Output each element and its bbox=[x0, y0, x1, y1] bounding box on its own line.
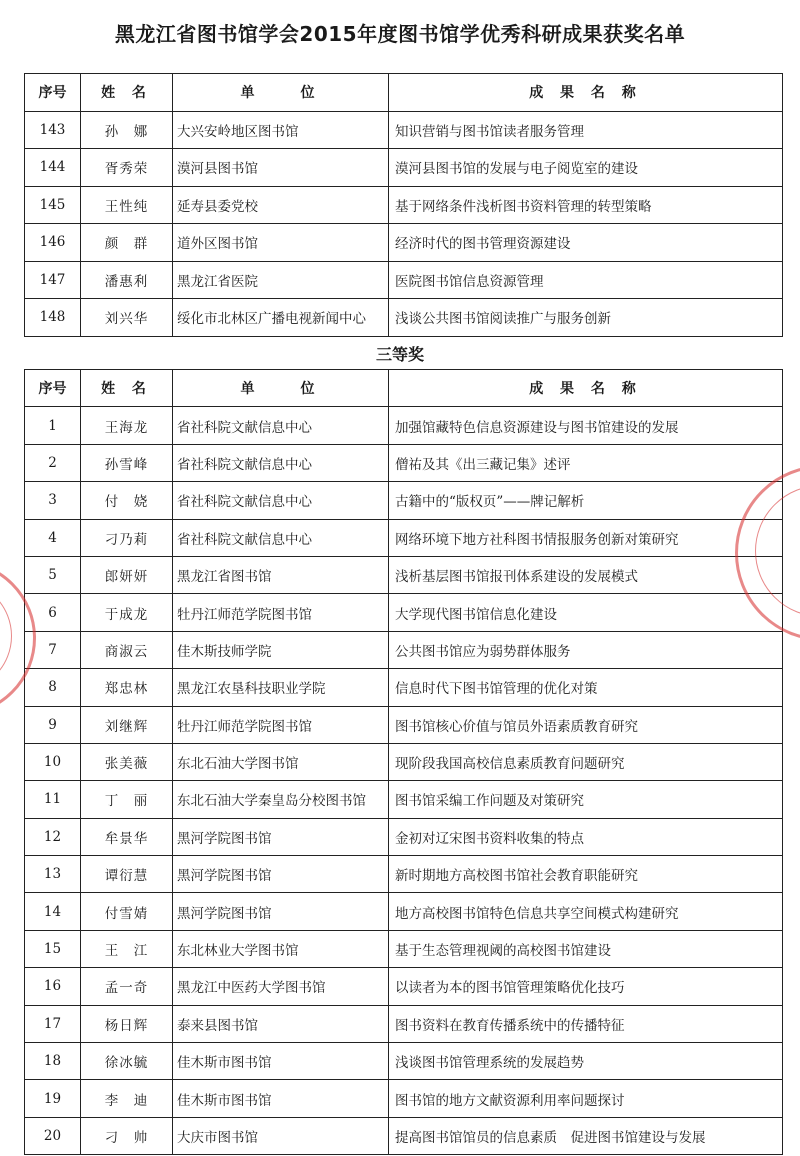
cell-unit: 绥化市北林区广播电视新闻中心 bbox=[173, 299, 389, 337]
cell-no: 8 bbox=[25, 669, 81, 706]
cell-no: 7 bbox=[25, 631, 81, 668]
cell-unit: 黑河学院图书馆 bbox=[173, 856, 389, 893]
cell-no: 147 bbox=[25, 261, 81, 299]
cell-no: 16 bbox=[25, 968, 81, 1005]
header-no: 序号 bbox=[25, 74, 81, 112]
cell-no: 4 bbox=[25, 519, 81, 556]
cell-title: 加强馆藏特色信息资源建设与图书馆建设的发展 bbox=[389, 407, 783, 444]
table-row bbox=[25, 556, 783, 593]
table-row bbox=[25, 149, 783, 187]
cell-name: 张美薇 bbox=[81, 743, 173, 780]
cell-no: 145 bbox=[25, 186, 81, 224]
cell-no: 14 bbox=[25, 893, 81, 930]
cell-name: 丁 丽 bbox=[81, 781, 173, 818]
cell-unit: 延寿县委党校 bbox=[173, 186, 389, 224]
table-row bbox=[25, 1005, 783, 1042]
cell-name: 颜 群 bbox=[81, 224, 173, 262]
cell-no: 148 bbox=[25, 299, 81, 337]
cell-unit: 东北林业大学图书馆 bbox=[173, 930, 389, 967]
cell-name: 王海龙 bbox=[81, 407, 173, 444]
cell-unit: 佳木斯技师学院 bbox=[173, 631, 389, 668]
cell-no: 20 bbox=[25, 1117, 81, 1154]
cell-no: 146 bbox=[25, 224, 81, 262]
award-table-top bbox=[24, 73, 783, 337]
cell-title: 图书馆核心价值与馆员外语素质教育研究 bbox=[389, 706, 783, 743]
cell-name: 杨日辉 bbox=[81, 1005, 173, 1042]
cell-title: 浅谈公共图书馆阅读推广与服务创新 bbox=[389, 299, 783, 337]
cell-name: 谭衍慧 bbox=[81, 856, 173, 893]
cell-name: 李 迪 bbox=[81, 1080, 173, 1117]
cell-name: 胥秀荣 bbox=[81, 149, 173, 187]
cell-title: 新时期地方高校图书馆社会教育职能研究 bbox=[389, 856, 783, 893]
cell-title: 医院图书馆信息资源管理 bbox=[389, 261, 783, 299]
cell-name: 徐冰毓 bbox=[81, 1043, 173, 1080]
header-unit: 单 位 bbox=[173, 370, 389, 407]
cell-title: 金初对辽宋图书资料收集的特点 bbox=[389, 818, 783, 855]
cell-title: 浅析基层图书馆报刊体系建设的发展模式 bbox=[389, 556, 783, 593]
cell-title: 现阶段我国高校信息素质教育问题研究 bbox=[389, 743, 783, 780]
cell-unit: 泰来县图书馆 bbox=[173, 1005, 389, 1042]
cell-unit: 漠河县图书馆 bbox=[173, 149, 389, 187]
table-row bbox=[25, 669, 783, 706]
header-name: 姓 名 bbox=[81, 74, 173, 112]
cell-title: 公共图书馆应为弱势群体服务 bbox=[389, 631, 783, 668]
table-row bbox=[25, 968, 783, 1005]
cell-unit: 省社科院文献信息中心 bbox=[173, 407, 389, 444]
table-row bbox=[25, 299, 783, 337]
cell-title: 图书资料在教育传播系统中的传播特征 bbox=[389, 1005, 783, 1042]
cell-name: 刁乃莉 bbox=[81, 519, 173, 556]
cell-unit: 佳木斯市图书馆 bbox=[173, 1043, 389, 1080]
cell-no: 11 bbox=[25, 781, 81, 818]
cell-name: 商淑云 bbox=[81, 631, 173, 668]
page-title: 黑龙江省图书馆学会2015年度图书馆学优秀科研成果获奖名单 bbox=[114, 22, 686, 46]
cell-name: 刘继辉 bbox=[81, 706, 173, 743]
cell-title: 图书馆采编工作问题及对策研究 bbox=[389, 781, 783, 818]
red-seal-left-inner-ring bbox=[0, 580, 12, 692]
table-row bbox=[25, 706, 783, 743]
cell-unit: 道外区图书馆 bbox=[173, 224, 389, 262]
cell-name: 潘惠利 bbox=[81, 261, 173, 299]
cell-name: 付 娆 bbox=[81, 482, 173, 519]
cell-unit: 东北石油大学图书馆 bbox=[173, 743, 389, 780]
award-table-top-body bbox=[25, 111, 783, 336]
cell-no: 19 bbox=[25, 1080, 81, 1117]
cell-unit: 省社科院文献信息中心 bbox=[173, 444, 389, 481]
table-row bbox=[25, 781, 783, 818]
cell-unit: 黑河学院图书馆 bbox=[173, 893, 389, 930]
cell-title: 信息时代下图书馆管理的优化对策 bbox=[389, 669, 783, 706]
cell-no: 1 bbox=[25, 407, 81, 444]
table-row bbox=[25, 743, 783, 780]
cell-name: 孙 娜 bbox=[81, 111, 173, 149]
cell-unit: 牡丹江师范学院图书馆 bbox=[173, 706, 389, 743]
cell-unit: 牡丹江师范学院图书馆 bbox=[173, 594, 389, 631]
cell-title: 经济时代的图书管理资源建设 bbox=[389, 224, 783, 262]
cell-title: 提高图书馆馆员的信息素质 促进图书馆建设与发展 bbox=[389, 1117, 783, 1154]
table-row bbox=[25, 111, 783, 149]
cell-unit: 黑龙江中医药大学图书馆 bbox=[173, 968, 389, 1005]
cell-unit: 黑河学院图书馆 bbox=[173, 818, 389, 855]
table-row bbox=[25, 186, 783, 224]
cell-no: 2 bbox=[25, 444, 81, 481]
table-row bbox=[25, 444, 783, 481]
cell-title: 知识营销与图书馆读者服务管理 bbox=[389, 111, 783, 149]
cell-title: 古籍中的“版权页”——牌记解析 bbox=[389, 482, 783, 519]
cell-title: 漠河县图书馆的发展与电子阅览室的建设 bbox=[389, 149, 783, 187]
cell-title: 大学现代图书馆信息化建设 bbox=[389, 594, 783, 631]
header-name: 姓 名 bbox=[81, 370, 173, 407]
cell-name: 王 江 bbox=[81, 930, 173, 967]
cell-title: 地方高校图书馆特色信息共享空间模式构建研究 bbox=[389, 893, 783, 930]
header-unit: 单 位 bbox=[173, 74, 389, 112]
table-row bbox=[25, 407, 783, 444]
cell-unit: 黑龙江农垦科技职业学院 bbox=[173, 669, 389, 706]
cell-no: 144 bbox=[25, 149, 81, 187]
cell-no: 143 bbox=[25, 111, 81, 149]
table-row bbox=[25, 893, 783, 930]
cell-no: 5 bbox=[25, 556, 81, 593]
table-row bbox=[25, 482, 783, 519]
section-heading-third-prize: 三等奖 bbox=[375, 345, 424, 364]
cell-name: 王性纯 bbox=[81, 186, 173, 224]
award-table-third-prize-body bbox=[25, 407, 783, 1155]
cell-title: 网络环境下地方社科图书情报服务创新对策研究 bbox=[389, 519, 783, 556]
cell-unit: 省社科院文献信息中心 bbox=[173, 519, 389, 556]
table-row bbox=[25, 261, 783, 299]
cell-unit: 大庆市图书馆 bbox=[173, 1117, 389, 1154]
table-header-row bbox=[25, 74, 783, 112]
cell-no: 15 bbox=[25, 930, 81, 967]
cell-name: 孙雪峰 bbox=[81, 444, 173, 481]
cell-no: 13 bbox=[25, 856, 81, 893]
cell-no: 12 bbox=[25, 818, 81, 855]
award-table-third-prize bbox=[24, 369, 783, 1155]
table-header-row bbox=[25, 370, 783, 407]
table-row bbox=[25, 631, 783, 668]
table-row bbox=[25, 930, 783, 967]
cell-name: 牟景华 bbox=[81, 818, 173, 855]
cell-name: 刁 帅 bbox=[81, 1117, 173, 1154]
cell-title: 浅谈图书馆管理系统的发展趋势 bbox=[389, 1043, 783, 1080]
cell-title: 图书馆的地方文献资源利用率问题探讨 bbox=[389, 1080, 783, 1117]
cell-unit: 大兴安岭地区图书馆 bbox=[173, 111, 389, 149]
cell-name: 孟一奇 bbox=[81, 968, 173, 1005]
cell-title: 以读者为本的图书馆管理策略优化技巧 bbox=[389, 968, 783, 1005]
table-row bbox=[25, 594, 783, 631]
cell-name: 付雪婧 bbox=[81, 893, 173, 930]
cell-no: 17 bbox=[25, 1005, 81, 1042]
cell-no: 3 bbox=[25, 482, 81, 519]
cell-no: 6 bbox=[25, 594, 81, 631]
cell-name: 郎妍妍 bbox=[81, 556, 173, 593]
cell-name: 郑忠林 bbox=[81, 669, 173, 706]
table-row bbox=[25, 1117, 783, 1154]
table-row bbox=[25, 1043, 783, 1080]
cell-title: 僧祐及其《出三藏记集》述评 bbox=[389, 444, 783, 481]
cell-name: 于成龙 bbox=[81, 594, 173, 631]
cell-name: 刘兴华 bbox=[81, 299, 173, 337]
table-row bbox=[25, 856, 783, 893]
table-row bbox=[25, 519, 783, 556]
header-no: 序号 bbox=[25, 370, 81, 407]
cell-unit: 东北石油大学秦皇岛分校图书馆 bbox=[173, 781, 389, 818]
table-row bbox=[25, 1080, 783, 1117]
table-row bbox=[25, 818, 783, 855]
cell-title: 基于网络条件浅析图书资料管理的转型策略 bbox=[389, 186, 783, 224]
cell-no: 18 bbox=[25, 1043, 81, 1080]
table-row bbox=[25, 224, 783, 262]
header-title: 成 果 名 称 bbox=[389, 74, 783, 112]
cell-unit: 佳木斯市图书馆 bbox=[173, 1080, 389, 1117]
cell-unit: 省社科院文献信息中心 bbox=[173, 482, 389, 519]
header-title: 成 果 名 称 bbox=[389, 370, 783, 407]
cell-unit: 黑龙江省图书馆 bbox=[173, 556, 389, 593]
cell-no: 10 bbox=[25, 743, 81, 780]
cell-title: 基于生态管理视阈的高校图书馆建设 bbox=[389, 930, 783, 967]
cell-unit: 黑龙江省医院 bbox=[173, 261, 389, 299]
cell-no: 9 bbox=[25, 706, 81, 743]
